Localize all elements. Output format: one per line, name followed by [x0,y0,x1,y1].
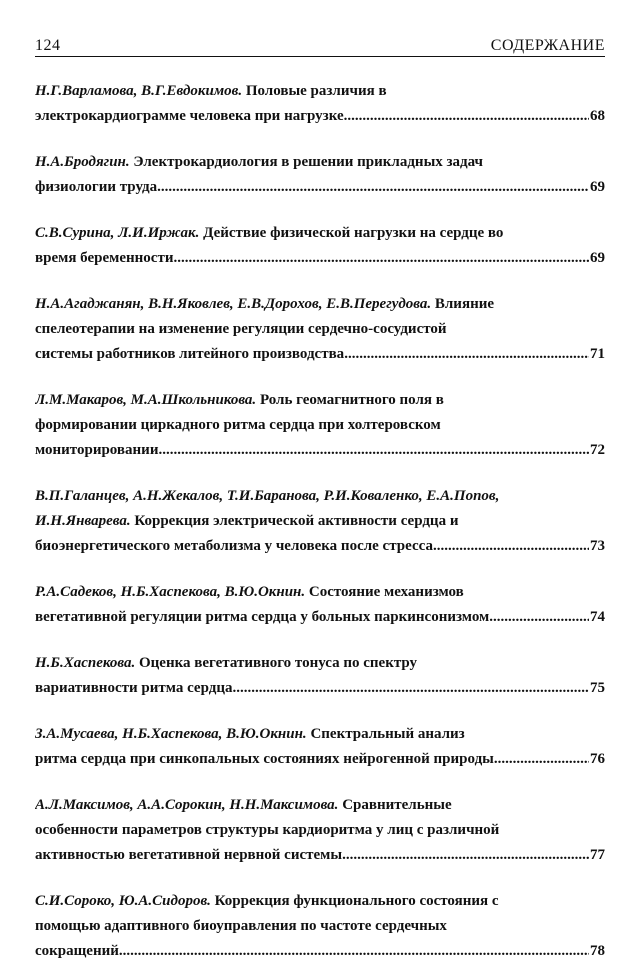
toc-entry [35,221,605,271]
toc-entry-line [35,843,605,868]
toc-entry-line [35,605,605,630]
toc-entry-title-part: мониторировании [35,442,159,458]
toc-entry-line [35,150,605,175]
toc-entry-title-part: особенности параметров структуры кардиоритма у лиц с различной [35,822,500,838]
running-head: СОДЕРЖАНИЕ [490,37,605,54]
leader-dots [119,939,589,964]
toc-entry [35,651,605,701]
toc-entry [35,889,605,964]
toc-entry-line [35,793,605,818]
toc-entry-page: 74 [590,609,605,625]
toc-entry [35,484,605,559]
toc-entry-page: 76 [590,751,605,767]
toc-entry [35,580,605,630]
toc-entry-line [35,79,605,104]
toc-entry-authors: З.А.Мусаева, Н.Б.Хаспекова, В.Ю.Окнин. [35,726,307,742]
toc-entry-authors: И.Н.Январева. [35,513,131,529]
toc-entry-line [35,438,605,463]
toc-entry-line [35,413,605,438]
toc-entry-title-part: Сравнительные [342,797,452,813]
toc-entry-line [35,722,605,747]
toc-entry-title-part: Действие физической нагрузки на сердце во [203,225,504,241]
toc-entry-authors: С.И.Сороко, Ю.А.Сидоров. [35,893,211,909]
toc-entry-title-part: Влияние [434,296,495,312]
toc-entry-page: 71 [590,346,605,362]
toc-entry [35,722,605,772]
toc-entry-authors: А.Л.Максимов, А.А.Сорокин, Н.Н.Максимова. [35,797,339,813]
toc-entry-authors: Н.Г.Варламова, В.Г.Евдокимов. [35,83,243,99]
toc-entry-line [35,342,605,367]
page-header [35,34,605,57]
toc-entry-line [35,747,605,772]
toc-entry-page: 69 [590,179,605,195]
toc-entry-line [35,317,605,342]
toc-entry-title-part: помощью адаптивного биоуправления по частоте сердечных [35,918,447,934]
toc-entry-page: 77 [590,847,605,863]
toc-list [35,79,605,964]
toc-entry-title-part: активностью вегетативной нервной системы [35,847,343,863]
toc-entry-line [35,104,605,129]
leader-dots [344,342,589,367]
toc-entry-title-part: вариативности ритма сердца [35,680,233,696]
toc-entry-line [35,676,605,701]
toc-entry-title-part: системы работников литейного производства [35,346,345,362]
toc-entry-authors: Л.М.Макаров, М.А.Школьникова. [35,392,257,408]
toc-entry-title-part: спелеотерапии на изменение регуляции сердечно-сосудистой [35,321,447,337]
toc-entry-title-part: время беременности [35,250,174,266]
toc-entry [35,793,605,868]
toc-entry [35,292,605,367]
toc-entry-page: 78 [590,943,605,959]
toc-entry [35,150,605,200]
toc-entry-page: 72 [590,442,605,458]
toc-entry-title-part: Состояние механизмов [308,584,464,600]
toc-entry-line [35,889,605,914]
leader-dots [489,605,589,630]
leader-dots [494,747,589,772]
toc-entry-authors: Н.Б.Хаспекова. [35,655,136,671]
toc-entry-title-part: ритма сердца при синкопальных состояниях нейрогенной природы [35,751,494,767]
toc-entry-title-part: Спектральный анализ [310,726,465,742]
toc-entry-title-part: формировании циркадного ритма сердца при холтеровском [35,417,441,433]
toc-entry-line [35,651,605,676]
leader-dots [158,438,589,463]
toc-entry-authors: В.П.Галанцев, А.Н.Жекалов, Т.И.Баранова, Р.И.Коваленко, Е.А.Попов, [35,488,500,504]
toc-entry-line [35,175,605,200]
leader-dots [433,534,589,559]
toc-entry-line [35,580,605,605]
toc-entry-title-part: Роль геомагнитного поля в [259,392,444,408]
toc-entry-authors: Н.А.Бродягин. [35,154,130,170]
toc-entry-authors: Н.А.Агаджанян, В.Н.Яковлев, Е.В.Дорохов, Е.В.Перегудова. [35,296,432,312]
leader-dots [173,246,589,271]
toc-entry-line [35,534,605,559]
toc-entry-page: 68 [590,108,605,124]
leader-dots [232,676,589,701]
leader-dots [344,104,589,129]
toc-entry-authors: С.В.Сурина, Л.И.Иржак. [35,225,200,241]
toc-page [35,34,605,964]
toc-entry-title-part: Коррекция электрической активности сердца и [134,513,459,529]
toc-entry-page: 75 [590,680,605,696]
toc-entry-title-part: Оценка вегетативного тонуса по спектру [139,655,418,671]
toc-entry-line [35,484,605,509]
toc-entry-line [35,246,605,271]
leader-dots [342,843,589,868]
leader-dots [157,175,589,200]
toc-entry-title-part: Половые различия в [245,83,387,99]
toc-entry-page: 69 [590,250,605,266]
toc-entry-title-part: Коррекция функционального состояния с [214,893,499,909]
toc-entry-line [35,509,605,534]
toc-entry-title-part: физиологии труда [35,179,158,195]
toc-entry-line [35,914,605,939]
toc-entry [35,388,605,463]
toc-entry-line [35,388,605,413]
toc-entry-authors: Р.А.Садеков, Н.Б.Хаспекова, В.Ю.Окнин. [35,584,306,600]
toc-entry-title-part: сокращений [35,943,119,959]
toc-entry-line [35,818,605,843]
toc-entry-title-part: Электрокардиология в решении прикладных задач [133,154,484,170]
toc-entry-line [35,221,605,246]
page-number: 124 [35,37,61,54]
toc-entry-title-part: электрокардиограмме человека при нагрузке [35,108,344,124]
toc-entry-line [35,939,605,964]
toc-entry-title-part: вегетативной регуляции ритма сердца у больных паркинсонизмом [35,609,490,625]
toc-entry-line [35,292,605,317]
toc-entry [35,79,605,129]
toc-entry-title-part: биоэнергетического метаболизма у человека после стресса [35,538,433,554]
toc-entry-page: 73 [590,538,605,554]
